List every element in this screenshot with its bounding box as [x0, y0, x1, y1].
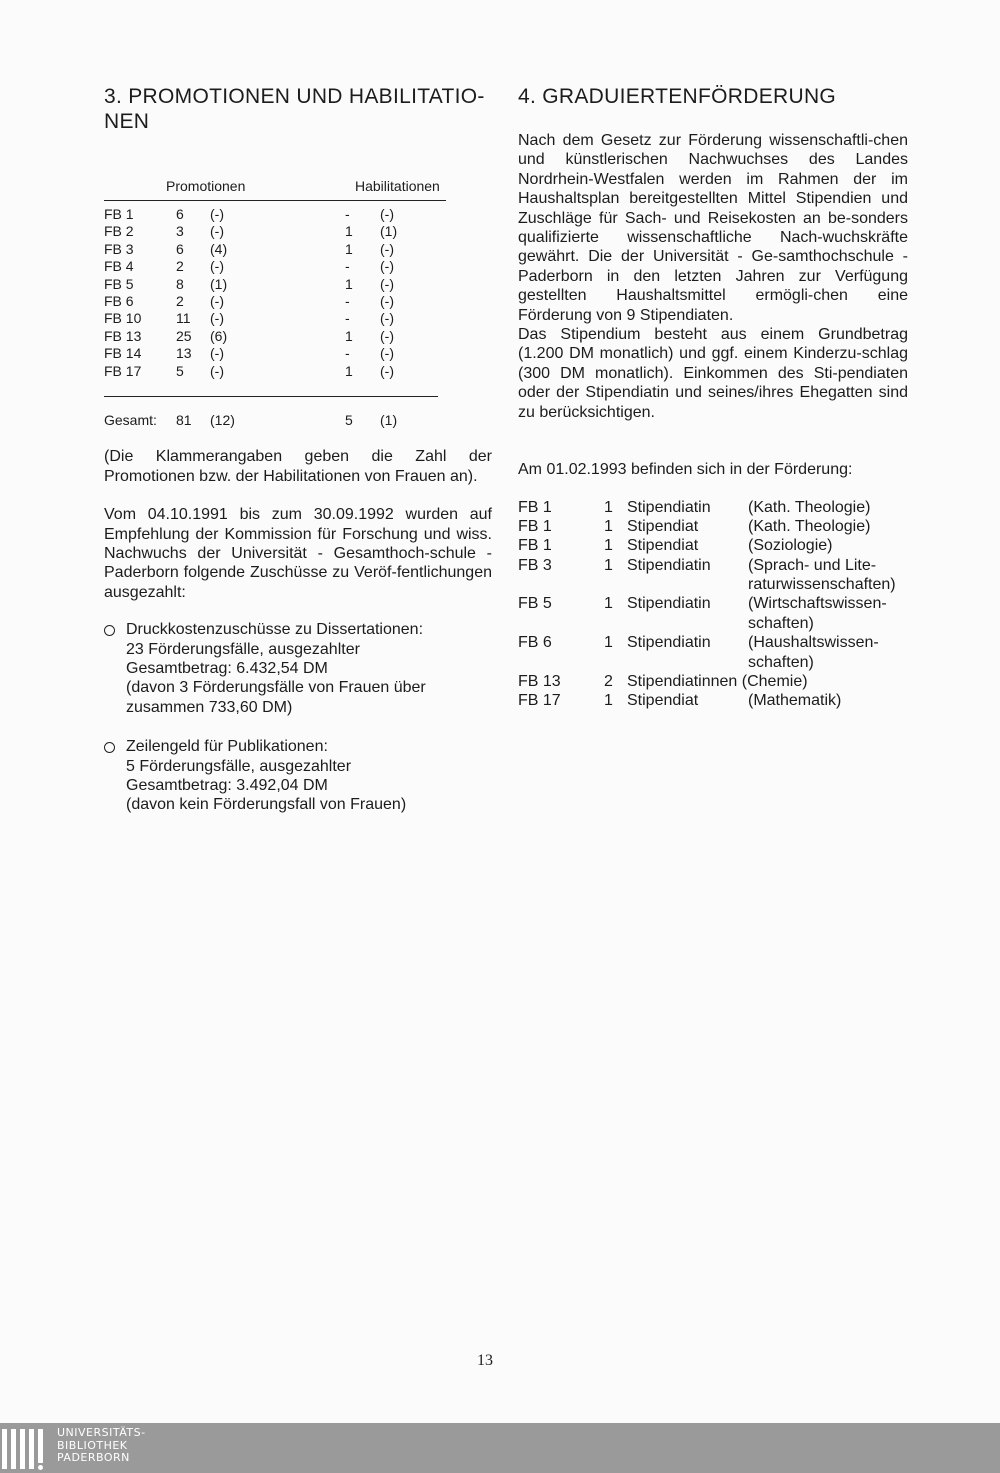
list-field: (Mathematik)	[748, 692, 842, 710]
list-item-line: zusammen 733,60 DM)	[126, 698, 293, 716]
list-item	[518, 536, 908, 555]
cell-promotionen: 6	[176, 206, 184, 222]
header-habilitationen: Habilitationen	[355, 178, 440, 194]
library-name-line-3: PADERBORN	[57, 1451, 130, 1464]
list-count: 1	[604, 498, 613, 516]
list-count: 1	[604, 595, 613, 613]
table-row	[104, 345, 492, 362]
list-scholar-type: Stipendiatin	[627, 595, 711, 613]
cell-habilitationen-women: (-)	[380, 362, 394, 379]
cell-habilitationen-women: (-)	[380, 292, 394, 309]
list-item	[104, 737, 492, 815]
cell-promotionen-women: (1)	[210, 275, 228, 292]
list-item-line: Gesamtbetrag: 3.492,04 DM	[126, 776, 328, 794]
list-scholar-type: Stipendiatinnen (Chemie)	[627, 673, 808, 691]
right-column	[518, 84, 908, 711]
list-field: (Kath. Theologie)	[748, 498, 871, 516]
cell-promotionen: 13	[176, 345, 192, 362]
list-count: 1	[604, 634, 613, 652]
cell-habilitationen-women: (-)	[380, 345, 394, 362]
cell-promotionen: 3	[176, 223, 184, 240]
grants-list	[104, 620, 492, 815]
list-item-line: Zeilengeld für Publikationen:	[126, 738, 328, 756]
list-field: (Kath. Theologie)	[748, 517, 871, 535]
cell-faculty: FB 1	[104, 206, 134, 222]
cell-faculty: FB 4	[104, 258, 134, 275]
table-row	[104, 206, 492, 223]
cell-faculty: FB 2	[104, 223, 134, 240]
list-field: (Sprach- und Lite-	[748, 556, 877, 574]
promotions-table	[104, 178, 492, 429]
scholarship-list	[518, 498, 908, 711]
cell-habilitationen-women: (-)	[380, 327, 394, 344]
graduate-paragraph-2: Das Stipendium besteht aus einem Grundbetrag (1.200 DM monatlich) und ggf. einem Kinderzu-schlag (300 DM monatlich). Einkommen des Sti-pendiaten oder der Stipendiatin und seines/ihres Ehegatten sind zu berücksichtigen.	[518, 326, 908, 421]
cell-promotionen-women: (-)	[210, 258, 224, 275]
list-faculty: FB 1	[518, 498, 552, 516]
list-faculty: FB 1	[518, 517, 552, 535]
cell-habilitationen: 1	[345, 240, 353, 257]
list-item-line: 5 Förderungsfälle, ausgezahlter	[126, 757, 352, 775]
library-name	[57, 1427, 146, 1465]
library-name-line-2: BIBLIOTHEK	[57, 1438, 128, 1452]
list-item-line: Gesamtbetrag: 6.432,54 DM	[126, 659, 328, 677]
list-item-line: 23 Förderungsfälle, ausgezahlter	[126, 640, 360, 658]
table-row	[104, 293, 492, 310]
total-habilitationen-women: (1)	[380, 411, 398, 428]
cell-habilitationen-women: (1)	[380, 223, 398, 240]
list-count: 1	[604, 517, 613, 535]
list-item-line: (davon 3 Förderungsfälle von Frauen über	[126, 679, 426, 697]
cell-habilitationen: -	[345, 292, 350, 309]
table-row	[104, 258, 492, 275]
list-scholar-type: Stipendiat	[627, 517, 699, 535]
table-body	[104, 206, 492, 380]
list-scholar-type: Stipendiat	[627, 692, 699, 710]
circle-bullet-icon	[104, 742, 115, 753]
list-scholar-type: Stipendiatin	[627, 556, 711, 574]
cell-promotionen-women: (-)	[210, 292, 224, 309]
list-item	[518, 672, 908, 691]
header-promotionen: Promotionen	[166, 178, 246, 194]
list-count: 1	[604, 556, 613, 574]
table-row	[104, 223, 492, 240]
total-promotionen: 81	[176, 411, 192, 428]
list-field: (Haushaltswissen-	[748, 634, 879, 652]
cell-faculty: FB 14	[104, 345, 142, 362]
cell-habilitationen: 1	[345, 362, 353, 379]
list-faculty: FB 13	[518, 673, 561, 691]
cell-habilitationen: 1	[345, 327, 353, 344]
table-row	[104, 310, 492, 327]
list-item	[518, 556, 908, 595]
cell-faculty: FB 17	[104, 362, 142, 379]
list-field: (Wirtschaftswissen-	[748, 595, 887, 613]
graduate-paragraph-1: Nach dem Gesetz zur Förderung wissenschaftli-chen und künstlerischen Nachwuchses des Landes Nordrhein-Westfalen werden im Rahmen der im Haushaltsplan bereitgestellten Mittel Stipendien und Zuschläge für Sach- und Reisekosten an be-sonders qualifizierte wissenschaftliche Nach-wuchskräfte gewährt. Die der Universität - Ge-samthochschule - Paderborn in den letzten Jahren zur Verfügung gestellten Haushaltsmittel ermögli-chen eine Förderung von 9 Stipendiaten.	[518, 132, 908, 324]
list-field: (Soziologie)	[748, 537, 833, 555]
cell-promotionen-women: (-)	[210, 345, 224, 362]
cell-habilitationen: -	[345, 345, 350, 362]
list-field: schaften)	[748, 614, 814, 632]
total-promotionen-women: (12)	[210, 411, 235, 428]
section-3-heading-line-1: 3. PROMOTIONEN UND HABILITATIO-	[104, 85, 485, 108]
list-count: 2	[604, 673, 613, 691]
list-field: schaften)	[748, 653, 814, 671]
page-number: 13	[477, 1352, 493, 1369]
section-4-heading: 4. GRADUIERTENFÖRDERUNG	[518, 85, 837, 108]
left-column	[104, 84, 492, 835]
section-3-heading	[104, 84, 492, 134]
list-scholar-type: Stipendiatin	[627, 634, 711, 652]
list-item	[518, 691, 908, 710]
cell-habilitationen: -	[345, 310, 350, 327]
cell-promotionen: 2	[176, 258, 184, 275]
table-row	[104, 328, 492, 345]
table-row	[104, 363, 492, 380]
cell-habilitationen-women: (-)	[380, 275, 394, 292]
table-header	[104, 178, 492, 200]
cell-habilitationen-women: (-)	[380, 240, 394, 257]
cell-habilitationen: -	[345, 206, 350, 222]
list-faculty: FB 3	[518, 556, 552, 574]
cell-promotionen: 6	[176, 240, 184, 257]
cell-habilitationen: -	[345, 258, 350, 275]
cell-faculty: FB 3	[104, 240, 134, 257]
cell-promotionen-women: (-)	[210, 206, 224, 222]
table-row	[104, 241, 492, 258]
cell-promotionen-women: (-)	[210, 310, 224, 327]
list-scholar-type: Stipendiat	[627, 537, 699, 555]
cell-promotionen: 25	[176, 327, 192, 344]
cell-faculty: FB 5	[104, 275, 134, 292]
table-total-row	[104, 412, 492, 429]
list-faculty: FB 1	[518, 537, 552, 555]
list-field: raturwissenschaften)	[748, 576, 896, 594]
cell-promotionen: 5	[176, 362, 184, 379]
list-faculty: FB 5	[518, 595, 552, 613]
list-item	[518, 517, 908, 536]
grants-paragraph: Vom 04.10.1991 bis zum 30.09.1992 wurden auf Empfehlung der Kommission für Forschung und wiss. Nachwuchs der Universität - Gesamthoch-schule - Paderborn folgende Zuschüsse zu Veröf-fentlichungen ausgezahlt:	[104, 506, 492, 601]
list-item-line: (davon kein Förderungsfall von Frauen)	[126, 796, 407, 814]
cell-promotionen-women: (-)	[210, 362, 224, 379]
date-line: Am 01.02.1993 befinden sich in der Förderung:	[518, 461, 853, 479]
list-item-line: Druckkostenzuschüsse zu Dissertationen:	[126, 621, 424, 639]
cell-faculty: FB 13	[104, 327, 142, 344]
list-scholar-type: Stipendiatin	[627, 498, 711, 516]
cell-promotionen: 8	[176, 275, 184, 292]
cell-habilitationen: 1	[345, 275, 353, 292]
cell-faculty: FB 10	[104, 310, 142, 327]
total-habilitationen: 5	[345, 411, 353, 428]
list-item	[518, 633, 908, 672]
list-item	[518, 498, 908, 517]
list-item	[518, 594, 908, 633]
cell-promotionen: 11	[176, 310, 191, 327]
cell-habilitationen-women: (-)	[380, 206, 394, 222]
list-item	[104, 620, 492, 717]
cell-promotionen-women: (6)	[210, 327, 228, 344]
table-note: (Die Klammerangaben geben die Zahl der Promotionen bzw. der Habilitationen von Frauen an).	[104, 448, 492, 485]
list-faculty: FB 17	[518, 692, 561, 710]
cell-promotionen-women: (-)	[210, 223, 224, 240]
cell-habilitationen-women: (-)	[380, 258, 394, 275]
library-name-line-1: UNIVERSITÄTS-	[57, 1426, 146, 1439]
list-count: 1	[604, 537, 613, 555]
library-footer	[0, 1423, 1000, 1473]
circle-bullet-icon	[104, 625, 115, 636]
cell-promotionen: 2	[176, 292, 184, 309]
cell-habilitationen: 1	[345, 223, 353, 240]
cell-faculty: FB 6	[104, 292, 134, 309]
list-faculty: FB 6	[518, 634, 552, 652]
table-row	[104, 276, 492, 293]
cell-habilitationen-women: (-)	[380, 310, 394, 327]
list-count: 1	[604, 692, 613, 710]
section-3-heading-line-2: NEN	[104, 110, 150, 133]
cell-promotionen-women: (4)	[210, 240, 228, 257]
total-label: Gesamt:	[104, 411, 157, 428]
